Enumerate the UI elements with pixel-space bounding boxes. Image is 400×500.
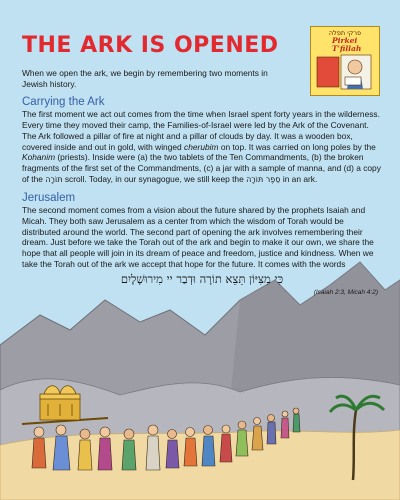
badge-line-2: T'fillah: [332, 44, 362, 53]
text-run: in an ark.: [282, 173, 318, 184]
badge-title: [332, 37, 361, 53]
hebrew-quote: כִּי מִצִּיּוֹן תֵּצֵא תוֹרָה וּדְבַר יי מִירוּשָׁלָיִם: [120, 271, 284, 286]
badge-line-1: Pirkei: [332, 36, 358, 45]
intro-paragraph: When we open the ark, we begin by remembering two moments in Jewish history.: [22, 68, 268, 89]
text-run: on top. It was carried on long poles by the: [220, 141, 376, 152]
article-body: [22, 68, 382, 297]
quote-citation: (Isaiah 2:3, Micah 4:2): [313, 288, 378, 296]
section-heading: Carrying the Ark: [22, 96, 105, 109]
page-title: THE ARK IS OPENED: [22, 33, 279, 58]
section-paragraph: [22, 109, 382, 185]
hebrew-sefer-torah: סֵפֶר תּוֹרָה: [246, 174, 281, 184]
text-run: scroll. Today, in our synagogue, we still keep the: [64, 173, 244, 184]
badge-hebrew: פרקי תפלה: [328, 29, 362, 37]
section-paragraph: The second moment comes from a vision about the future shared by the prophets Isaiah and Micah. They both saw Jerusalem as a center from which the wisdom of Torah would be distributed around the world. The second part of opening the ark involves remembering their dream. Just before we take the Torah out of the ark and begin to make it our own, we share the hope that all people will join in its dream of peace and freedom, justice and kindness. When we take the Torah out of the ark we accept that hope for the future. It comes with the words: [22, 205, 374, 269]
emphasis-kohanim: Kohanim: [22, 152, 56, 163]
text-run: (priests). Inside were (a) the two tablets of the Ten Commandments, (b) the broken fragments of the first set of the Commandments, (c) a jar with a sample of manna, and (d) a copy of the: [22, 152, 381, 184]
emphasis-cherubim: cherubim: [184, 141, 219, 152]
hebrew-torah: תּוֹרָה: [45, 174, 63, 184]
section-heading: Jerusalem: [22, 192, 76, 205]
text-run: The first moment we act out comes from the time when Israel spent forty years in the wilderness. Every time they moved their camp, the Families-of-Israel were led by the Ark of the Covenant. The Ark followed a pillar of fire at night and a pillar of clouds by day. It was a wooden box, covered inside and out in gold, with winged: [22, 109, 380, 152]
